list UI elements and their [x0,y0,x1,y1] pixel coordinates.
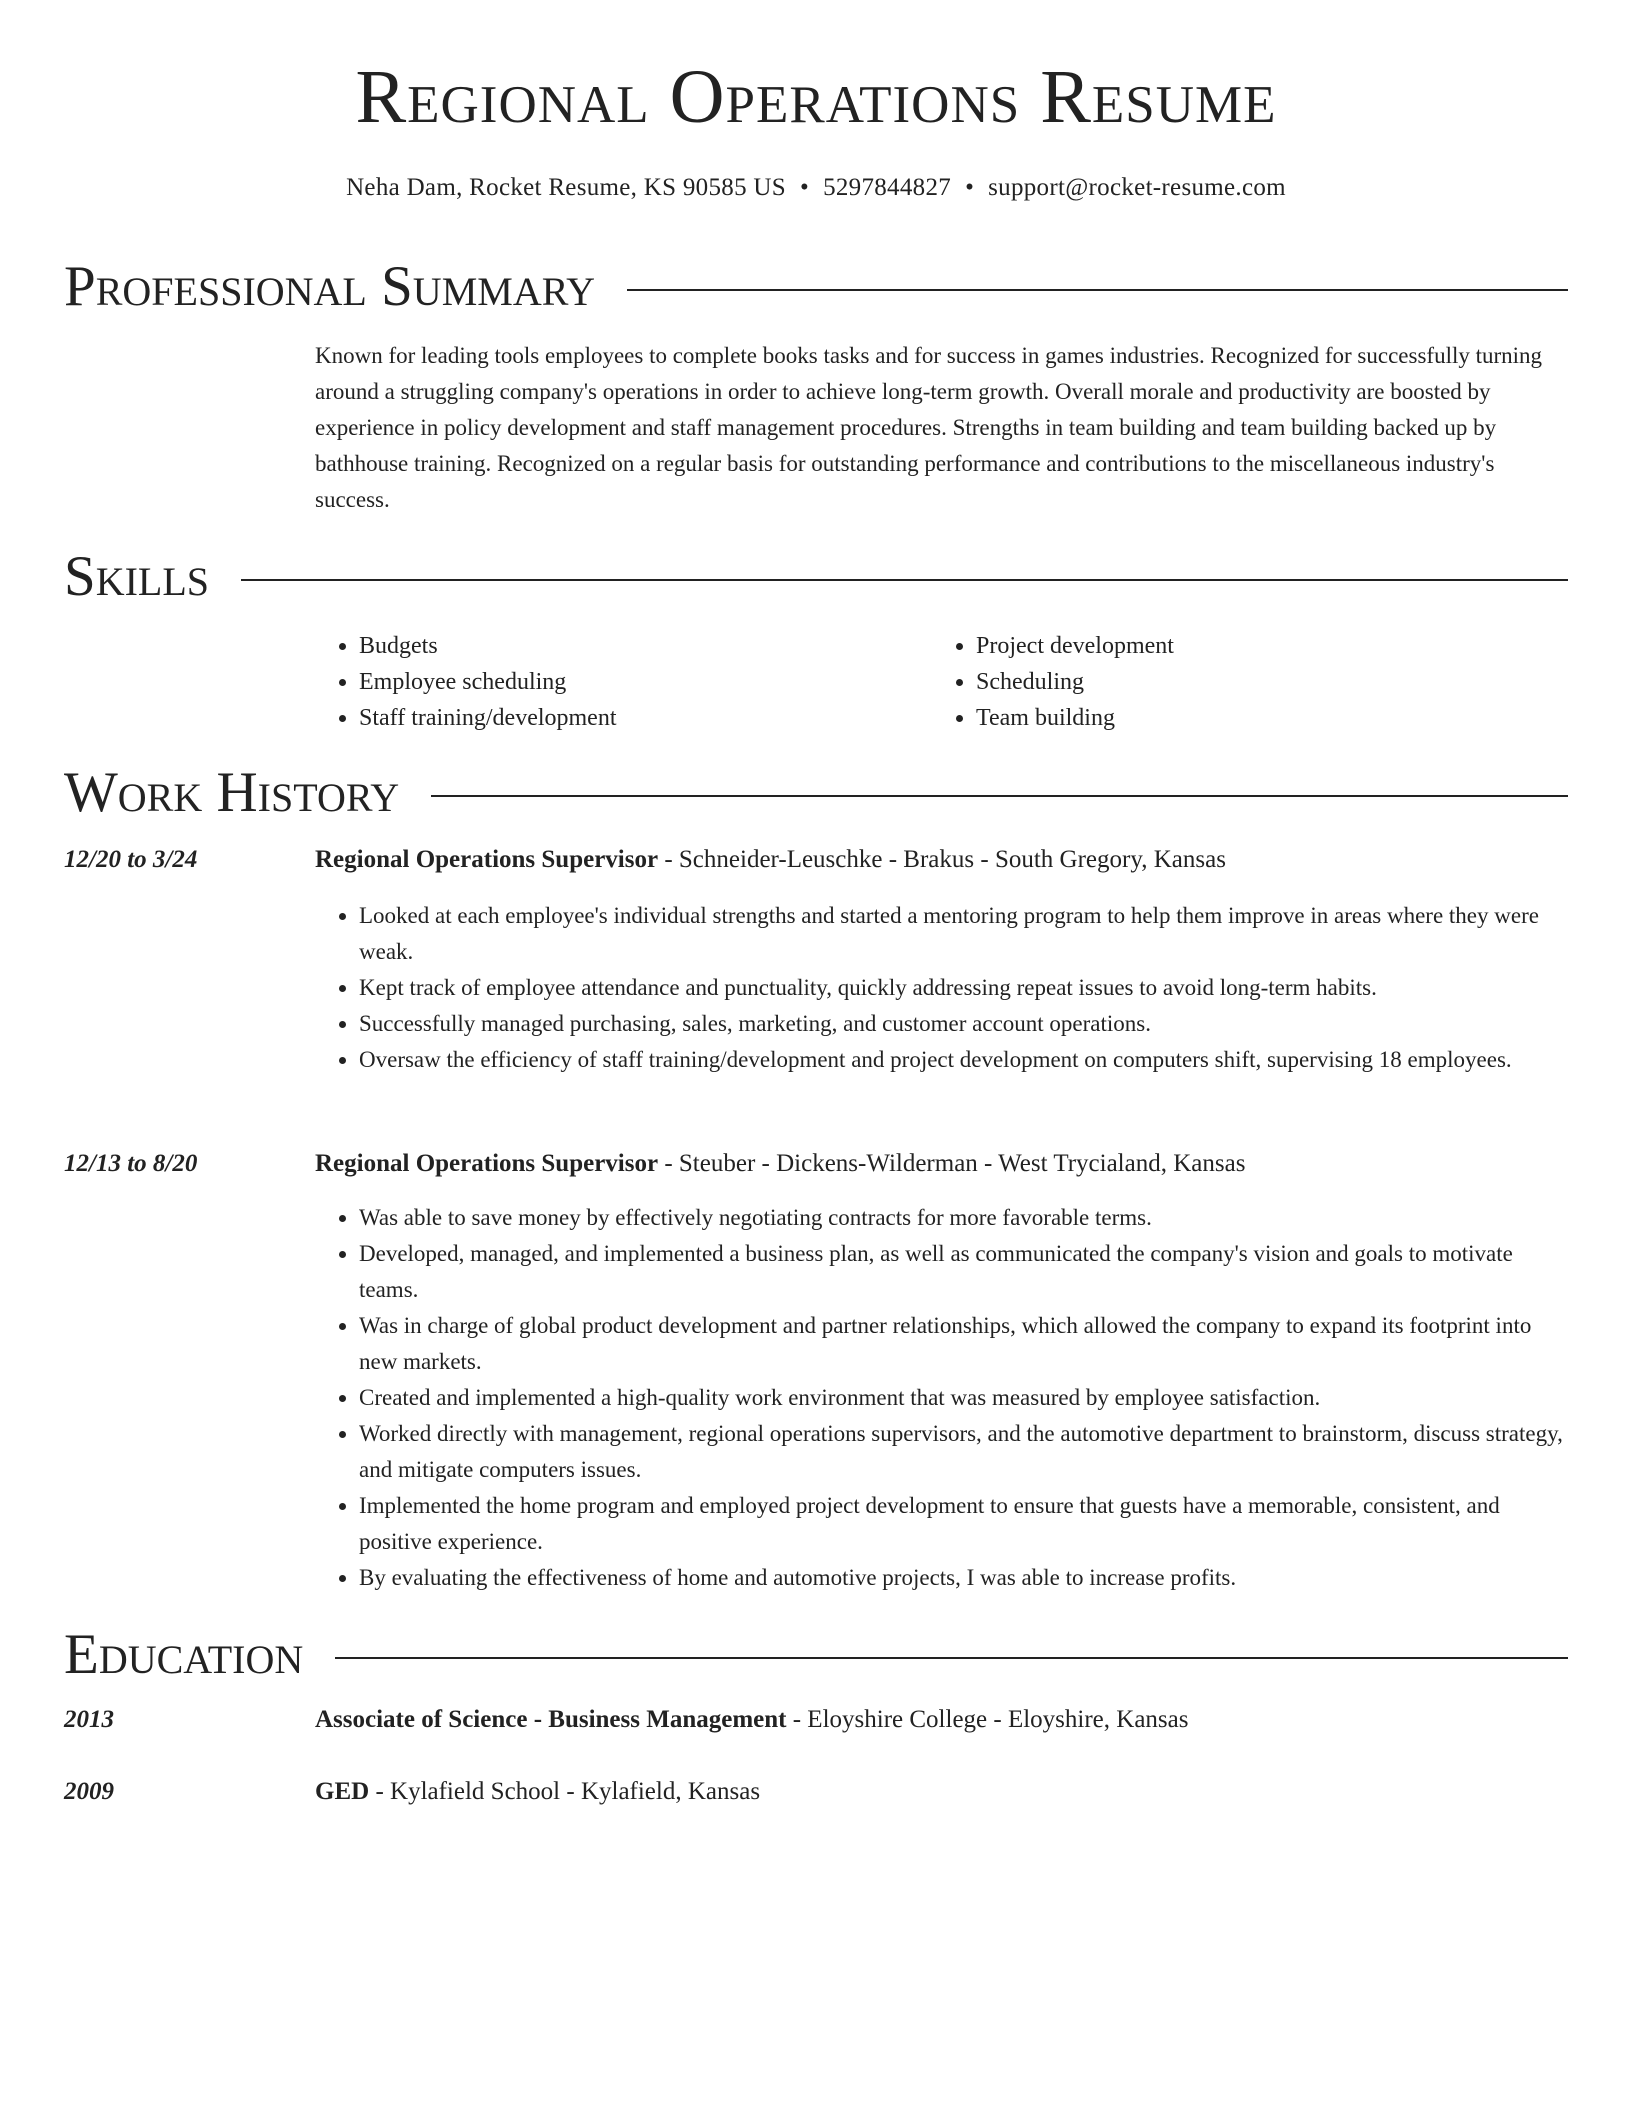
skill-item: • Budgets [359,628,932,664]
contact-address: Neha Dam, Rocket Resume, KS 90585 US [346,174,786,201]
skills-column-left [315,628,932,736]
job-bullet: • Implemented the home program and employed project development to ensure that guests have a memorable, consistent, and positive experience. [359,1488,1572,1560]
skills-list [315,628,1572,736]
education-details: - Eloyshire College - Eloyshire, Kansas [786,1706,1189,1733]
summary-text: Known for leading tools employees to complete books tasks and for success in games industries. Recognized for successfully turning around a struggling company's operations in order to achieve long-term growth. Overall morale and productivity are boosted by experience in policy development and staff management procedures. Strengths in team building and team building backed up by bathhouse training. Recognized on a regular basis for outstanding performance and contributions to the miscellaneous industry's success. [315,343,1543,512]
work-heading: Work History [64,761,400,824]
education-degree: GED [315,1778,370,1805]
job-title-line [315,1150,1572,1178]
skills-section-header [64,545,1568,608]
section-divider [431,795,1568,797]
job-title: Regional Operations Supervisor [315,846,659,873]
summary-section-header [64,255,1568,318]
job-bullet: • Successfully managed purchasing, sales, marketing, and customer account operations. [359,1006,1572,1042]
education-year: 2009 [64,1778,114,1805]
education-heading: Education [64,1623,304,1686]
job-details: - Steuber - Dickens-Wilderman - West Trycialand, Kansas [658,1150,1246,1177]
summary-heading: Professional Summary [64,255,596,318]
skills-heading: Skills [64,545,210,608]
job-title: Regional Operations Supervisor [315,1150,659,1177]
skill-item: • Employee scheduling [359,664,932,700]
contact-separator: • [965,174,975,201]
education-details: - Kylafield School - Kylafield, Kansas [369,1778,761,1805]
contact-separator: • [800,174,810,201]
job-bullet: • Kept track of employee attendance and punctuality, quickly addressing repeat issues to avoid long-term habits. [359,970,1572,1006]
education-degree: Associate of Science - Business Management [315,1706,787,1733]
job-bullet: • By evaluating the effectiveness of home and automotive projects, I was able to increase profits. [359,1560,1572,1596]
contact-email: support@rocket-resume.com [988,174,1286,201]
resume-title: Regional Operations Resume [355,55,1277,139]
job-details: - Schneider-Leuschke - Brakus - South Gregory, Kansas [658,846,1226,873]
job-bullets [315,1200,1572,1596]
job-bullet: • Looked at each employee's individual strengths and started a mentoring program to help them improve in areas where they were weak. [359,898,1572,970]
job-bullet: • Developed, managed, and implemented a business plan, as well as communicated the company's vision and goals to motivate teams. [359,1236,1572,1308]
education-section-header [64,1623,1568,1686]
job-dates: 12/13 to 8/20 [64,1150,198,1177]
job-dates: 12/20 to 3/24 [64,846,198,873]
section-divider [627,289,1568,291]
job-bullet: • Was in charge of global product development and partner relationships, which allowed the company to expand its footprint into new markets. [359,1308,1572,1380]
skills-column-right [932,628,1549,736]
job-bullet: • Created and implemented a high-quality work environment that was measured by employee satisfaction. [359,1380,1572,1416]
contact-line [0,174,1632,202]
skill-item: • Staff training/development [359,700,932,736]
section-divider [335,1657,1568,1659]
work-section-header [64,761,1568,824]
job-bullet: • Oversaw the efficiency of staff training/development and project development on computers shift, supervising 18 employees. [359,1042,1572,1078]
job-bullet: • Worked directly with management, regional operations supervisors, and the automotive department to brainstorm, discuss strategy, and mitigate computers issues. [359,1416,1572,1488]
education-line [315,1778,1572,1806]
skill-item: • Scheduling [976,664,1549,700]
contact-phone: 5297844827 [823,174,952,201]
skill-item: • Project development [976,628,1549,664]
education-line [315,1706,1572,1734]
job-title-line [315,846,1572,874]
education-year: 2013 [64,1706,114,1733]
job-bullet: • Was able to save money by effectively negotiating contracts for more favorable terms. [359,1200,1572,1236]
section-divider [241,579,1568,581]
skill-item: • Team building [976,700,1549,736]
job-bullets [315,898,1572,1078]
